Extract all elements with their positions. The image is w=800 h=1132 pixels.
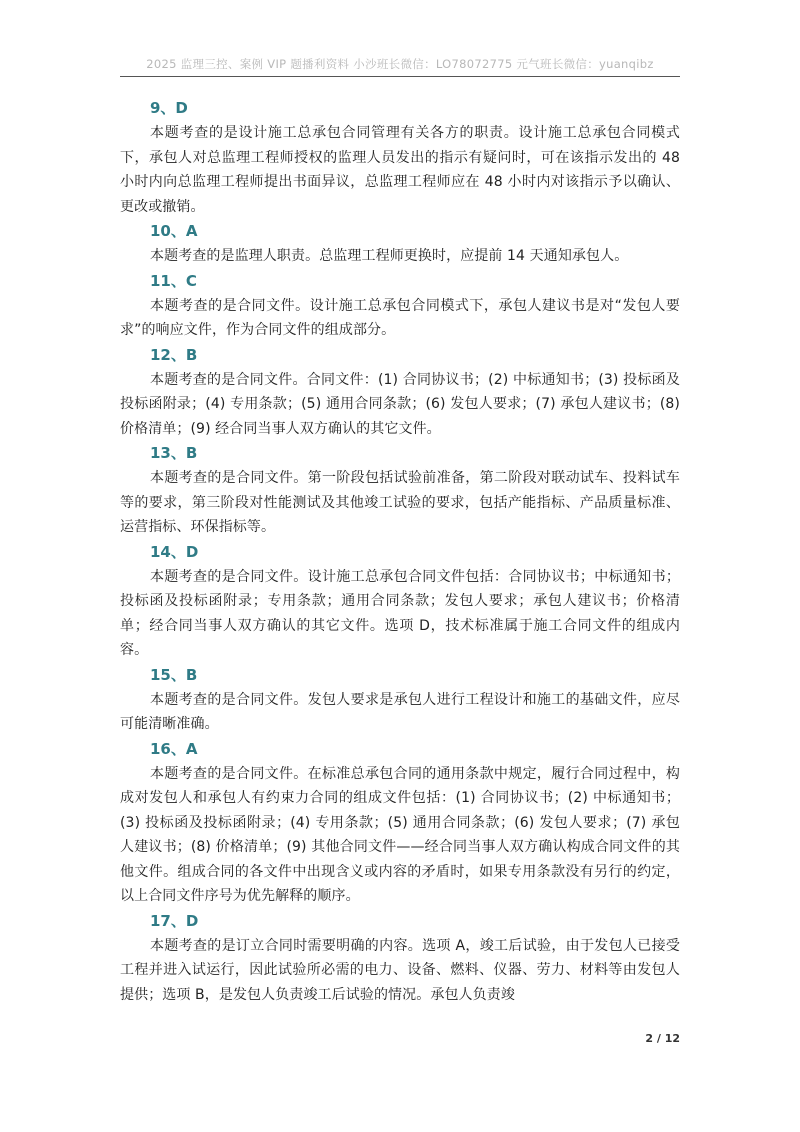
- answer-explanation: 本题考查的是合同文件。在标准总承包合同的通用条款中规定，履行合同过程中，构成对发包人和承包人有约束力合同的组成文件包括：(1) 合同协议书；(2) 中标通知书；(3) 投标函及投标函附录；(4) 专用条款；(5) 通用合同条款；(6) 发包人要求；(7) 承包人建议书；(8) 价格清单；(9) 其他合同文件——经合同当事人双方确认构成合同文件的其他文件。组成合同的各文件中出现含义或内容的矛盾时，如果专用条款没有另行的约定，以上合同文件序号为优先解释的顺序。: [120, 765, 680, 904]
- answer-item: [120, 909, 680, 1008]
- answer-label: 11、C: [150, 271, 197, 290]
- answer-item: [120, 441, 680, 540]
- answer-label: 14、D: [150, 542, 199, 561]
- answer-label: 16、A: [150, 739, 198, 758]
- answer-item: [120, 269, 680, 343]
- answer-item: [120, 343, 680, 442]
- answer-label: 15、B: [150, 665, 198, 684]
- answer-explanation: 本题考查的是设计施工总承包合同管理有关各方的职责。设计施工总承包合同模式下，承包人对总监理工程师授权的监理人员发出的指示有疑问时，可在该指示发出的 48 小时内向总监理工程师提出书面异议，总监理工程师应在 48 小时内对该指示予以确认、更改或撤销。: [120, 125, 680, 215]
- answer-list: [120, 96, 680, 1007]
- page-header: 2025 监理三控、案例 VIP 题播利资料 小沙班长微信：LO78072775 元气班长微信：yuanqibz: [146, 57, 654, 71]
- answer-item: [120, 540, 680, 663]
- answer-item: [120, 737, 680, 909]
- answer-explanation: 本题考查的是监理人职责。总监理工程师更换时，应提前 14 天通知承包人。: [150, 248, 629, 264]
- answer-label: 10、A: [150, 222, 198, 240]
- answer-item: [120, 663, 680, 737]
- answer-label: 13、B: [150, 444, 198, 462]
- header-divider: [120, 76, 680, 77]
- answer-explanation: 本题考查的是合同文件。合同文件：(1) 合同协议书；(2) 中标通知书；(3) 投标函及投标函附录；(4) 专用条款；(5) 通用合同条款；(6) 发包人要求；(7) 承包人建议书；(8) 价格清单；(9) 经合同当事人双方确认的其它文件。: [120, 371, 680, 437]
- answer-label: 9、D: [150, 99, 188, 117]
- answer-explanation: 本题考查的是合同文件。设计施工总承包合同模式下，承包人建议书是对“发包人要求”的响应文件，作为合同文件的组成部分。: [120, 297, 680, 338]
- answer-explanation: 本题考查的是订立合同时需要明确的内容。选项 A，竣工后试验，由于发包人已接受工程并进入试运行，因此试验所必需的电力、设备、燃料、仪器、劳力、材料等由发包人提供；选项 B，是发包人负责竣工后试验的情况。承包人负责竣: [120, 937, 680, 1003]
- page-number: 2 / 12: [645, 1032, 680, 1045]
- answer-item: [120, 96, 680, 219]
- answer-label: 12、B: [150, 345, 198, 364]
- answer-label: 17、D: [150, 911, 199, 930]
- answer-explanation: 本题考查的是合同文件。第一阶段包括试验前准备，第二阶段对联动试车、投料试车等的要求，第三阶段对性能测试及其他竣工试验的要求，包括产能指标、产品质量标准、运营指标、环保指标等。: [120, 470, 680, 535]
- answer-explanation: 本题考查的是合同文件。发包人要求是承包人进行工程设计和施工的基础文件，应尽可能清晰准确。: [120, 691, 680, 732]
- answer-explanation: 本题考查的是合同文件。设计施工总承包合同文件包括：合同协议书；中标通知书；投标函及投标函附录；专用条款；通用合同条款；发包人要求；承包人建议书；价格清单；经合同当事人双方确认的其它文件。选项 D，技术标准属于施工合同文件的组成内容。: [120, 568, 680, 658]
- answer-item: [120, 219, 680, 269]
